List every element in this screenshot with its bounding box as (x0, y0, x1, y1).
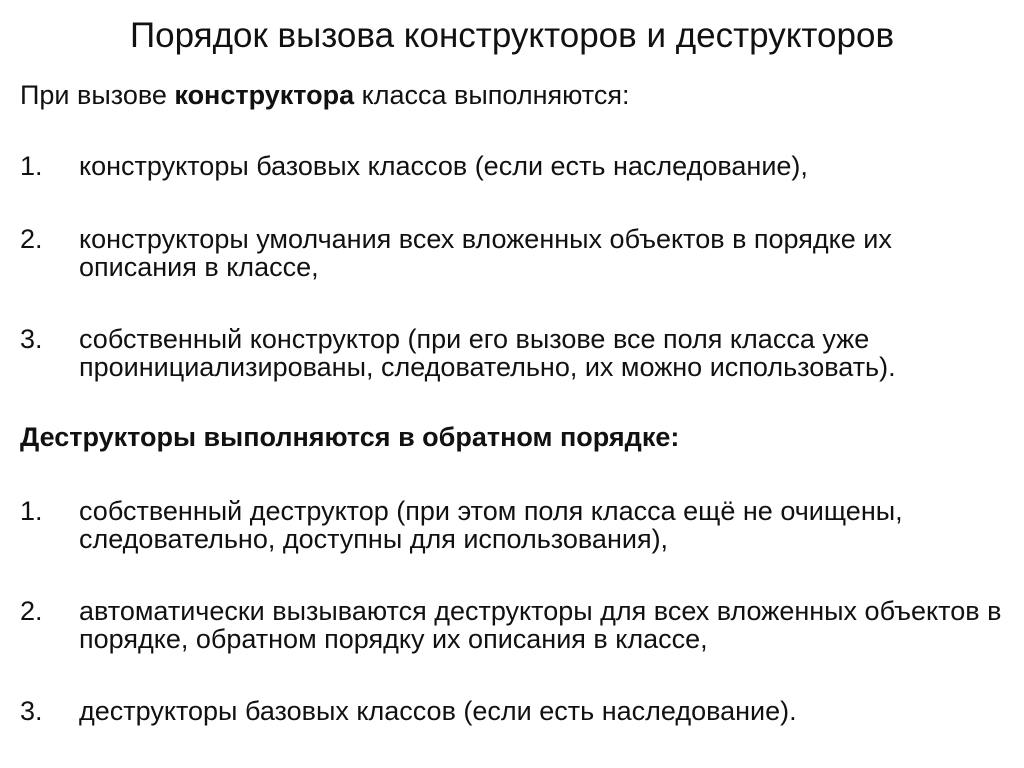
step-text: конструкторы базовых классов (если есть наследование), (79, 151, 808, 181)
step-number: 2. (20, 224, 43, 254)
intro-suffix: класса выполняются: (354, 80, 630, 110)
constructor-intro (20, 78, 629, 112)
intro-bold-term: конструктора (174, 80, 355, 110)
step-number: 1. (20, 151, 43, 181)
step-number: 2. (20, 596, 43, 626)
step-text: собственный деструктор (при этом поля класса ещё не очищены, следовательно, доступны для использования), (79, 496, 903, 554)
step-number: 3. (20, 324, 43, 354)
step-text: собственный конструктор (при его вызове все поля класса уже проинициализированы, следовательно, их можно использовать). (79, 324, 896, 382)
page-title: Порядок вызова конструкторов и деструкторов (129, 16, 895, 55)
destructor-heading: Деструкторы выполняются в обратном порядке: (20, 422, 680, 452)
step-number: 3. (20, 696, 43, 726)
step-text: конструкторы умолчания всех вложенных объектов в порядке их описания в классе, (79, 224, 892, 282)
step-text: автоматически вызываются деструкторы для всех вложенных объектов в порядке, обратном порядку их описания в классе, (79, 596, 1002, 654)
step-number: 1. (20, 496, 43, 526)
step-text: деструкторы базовых классов (если есть наследование). (79, 696, 797, 726)
intro-prefix: При вызове (20, 80, 175, 110)
